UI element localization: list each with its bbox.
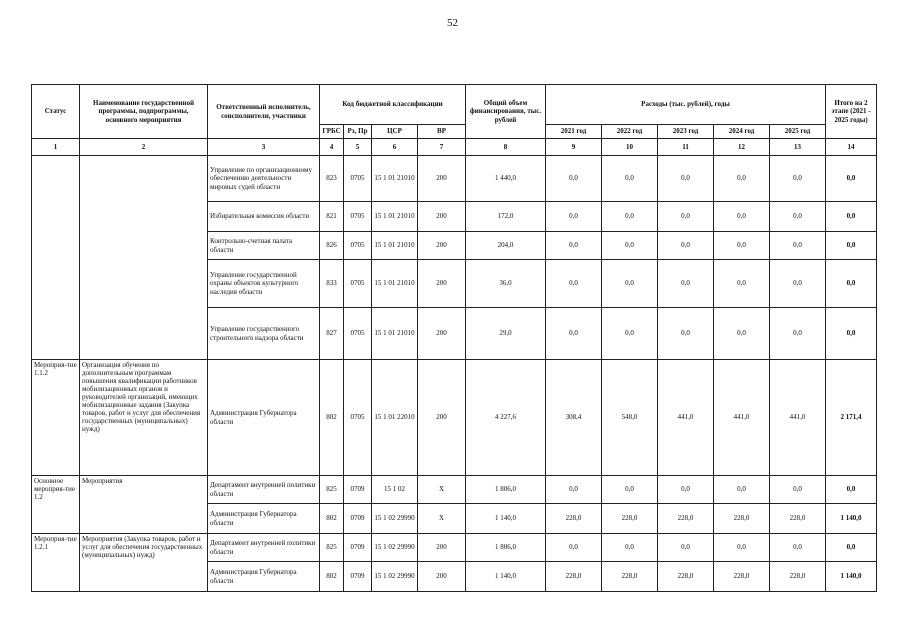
executor-cell: Управление государственной охраны объектов культурного наследия области <box>208 260 320 308</box>
column-number: 4 <box>320 139 344 156</box>
stage-total-cell: 0,0 <box>826 476 877 504</box>
table-row <box>32 476 877 504</box>
rzpr-cell: 0709 <box>344 562 372 592</box>
grbs-cell: 823 <box>320 156 344 202</box>
executor-cell: Управление по организационному обеспечению деятельности мировых судей области <box>208 156 320 202</box>
header-rzpr: Рз, Пр <box>344 125 372 139</box>
year-2023-cell: 0,0 <box>658 202 714 232</box>
year-2025-cell: 0,0 <box>770 476 826 504</box>
header-2024: 2024 год <box>714 125 770 139</box>
stage-total-cell: 0,0 <box>826 156 877 202</box>
csr-cell: 15 1 01 21010 <box>372 232 418 260</box>
year-2021-cell: 0,0 <box>546 232 602 260</box>
year-2023-cell: 0,0 <box>658 476 714 504</box>
year-2023-cell: 228,0 <box>658 504 714 534</box>
column-number: 3 <box>208 139 320 156</box>
header-budget-code: Код бюджетной классификации <box>320 85 466 125</box>
total-cell: 172,0 <box>466 202 546 232</box>
executor-cell: Администрация Губернатора области <box>208 504 320 534</box>
column-number: 2 <box>80 139 208 156</box>
vr-cell: Х <box>418 504 466 534</box>
grbs-cell: 825 <box>320 476 344 504</box>
year-2022-cell: 0,0 <box>602 232 658 260</box>
vr-cell: 200 <box>418 562 466 592</box>
year-2025-cell: 441,0 <box>770 360 826 476</box>
executor-cell: Избирательная комиссия области <box>208 202 320 232</box>
year-2021-cell: 0,0 <box>546 156 602 202</box>
header-stage-total: Итого на 2 этапе (2021 - 2025 годы) <box>826 85 877 139</box>
year-2025-cell: 0,0 <box>770 534 826 562</box>
rzpr-cell: 0709 <box>344 504 372 534</box>
rzpr-cell: 0705 <box>344 360 372 476</box>
stage-total-cell: 0,0 <box>826 202 877 232</box>
total-cell: 29,0 <box>466 308 546 360</box>
total-cell: 1 140,0 <box>466 562 546 592</box>
year-2022-cell: 0,0 <box>602 156 658 202</box>
header-executor: Ответственный исполнитель, соисполнители, участники <box>208 85 320 139</box>
header-2021: 2021 год <box>546 125 602 139</box>
total-cell: 1 806,0 <box>466 476 546 504</box>
column-number: 14 <box>826 139 877 156</box>
year-2023-cell: 0,0 <box>658 156 714 202</box>
stage-total-cell: 1 140,0 <box>826 504 877 534</box>
table-row <box>32 534 877 562</box>
year-2021-cell: 308,4 <box>546 360 602 476</box>
total-cell: 1 806,0 <box>466 534 546 562</box>
year-2021-cell: 0,0 <box>546 308 602 360</box>
column-number: 6 <box>372 139 418 156</box>
year-2022-cell: 0,0 <box>602 476 658 504</box>
csr-cell: 15 1 01 21010 <box>372 202 418 232</box>
column-number: 9 <box>546 139 602 156</box>
stage-total-cell: 0,0 <box>826 260 877 308</box>
program-cell-empty <box>80 156 208 360</box>
executor-cell: Администрация Губернатора области <box>208 562 320 592</box>
stage-total-cell: 0,0 <box>826 308 877 360</box>
program-cell: Организация обучения по дополнительным программам повышения квалификации работников мобилизационных органов и руководителей организаций, имеющих мобилизационные задания (Закупка товаров, работ и услуг для обеспечения государственных (муниципальных) нужд) <box>80 360 208 476</box>
vr-cell: 200 <box>418 202 466 232</box>
vr-cell: 200 <box>418 308 466 360</box>
year-2024-cell: 0,0 <box>714 308 770 360</box>
rzpr-cell: 0705 <box>344 232 372 260</box>
csr-cell: 15 1 01 22010 <box>372 360 418 476</box>
vr-cell: 200 <box>418 260 466 308</box>
csr-cell: 15 1 02 29990 <box>372 534 418 562</box>
status-cell: Мероприя-тие 1.2.1 <box>32 534 80 592</box>
stage-total-cell: 2 171,4 <box>826 360 877 476</box>
page-number: 52 <box>447 17 458 29</box>
year-2022-cell: 0,0 <box>602 202 658 232</box>
total-cell: 36,0 <box>466 260 546 308</box>
executor-cell: Департамент внутренней политики области <box>208 534 320 562</box>
program-cell: Мероприятия <box>80 476 208 534</box>
executor-cell: Контрольно-счетная палата области <box>208 232 320 260</box>
executor-cell: Управление государственного строительного надзора области <box>208 308 320 360</box>
header-status: Статус <box>32 85 80 139</box>
header-grbs: ГРБС <box>320 125 344 139</box>
year-2025-cell: 0,0 <box>770 308 826 360</box>
year-2021-cell: 228,0 <box>546 504 602 534</box>
year-2025-cell: 0,0 <box>770 260 826 308</box>
grbs-cell: 802 <box>320 562 344 592</box>
year-2024-cell: 0,0 <box>714 476 770 504</box>
year-2023-cell: 0,0 <box>658 308 714 360</box>
year-2023-cell: 0,0 <box>658 534 714 562</box>
grbs-cell: 827 <box>320 308 344 360</box>
year-2021-cell: 0,0 <box>546 202 602 232</box>
executor-cell: Администрация Губернатора области <box>208 360 320 476</box>
table-row <box>32 360 877 476</box>
year-2024-cell: 0,0 <box>714 534 770 562</box>
total-cell: 204,0 <box>466 232 546 260</box>
column-number: 13 <box>770 139 826 156</box>
year-2023-cell: 0,0 <box>658 232 714 260</box>
year-2024-cell: 441,0 <box>714 360 770 476</box>
year-2024-cell: 0,0 <box>714 202 770 232</box>
header-2025: 2025 год <box>770 125 826 139</box>
header-2022: 2022 год <box>602 125 658 139</box>
year-2023-cell: 228,0 <box>658 562 714 592</box>
column-number: 7 <box>418 139 466 156</box>
csr-cell: 15 1 02 29990 <box>372 504 418 534</box>
header-expenses: Расходы (тыс. рублей), годы <box>546 85 826 125</box>
column-number: 12 <box>714 139 770 156</box>
year-2025-cell: 0,0 <box>770 202 826 232</box>
year-2022-cell: 548,0 <box>602 360 658 476</box>
header-vr: ВР <box>418 125 466 139</box>
vr-cell: 200 <box>418 232 466 260</box>
year-2021-cell: 0,0 <box>546 534 602 562</box>
year-2022-cell: 228,0 <box>602 504 658 534</box>
csr-cell: 15 1 02 29990 <box>372 562 418 592</box>
total-cell: 4 227,6 <box>466 360 546 476</box>
header-total: Общий объем финансирования, тыс. рублей <box>466 85 546 139</box>
header-row-1 <box>32 85 877 125</box>
year-2023-cell: 441,0 <box>658 360 714 476</box>
year-2022-cell: 228,0 <box>602 562 658 592</box>
year-2024-cell: 0,0 <box>714 260 770 308</box>
stage-total-cell: 1 140,0 <box>826 562 877 592</box>
executor-cell: Департамент внутренней политики области <box>208 476 320 504</box>
year-2025-cell: 228,0 <box>770 504 826 534</box>
grbs-cell: 833 <box>320 260 344 308</box>
grbs-cell: 802 <box>320 360 344 476</box>
grbs-cell: 802 <box>320 504 344 534</box>
status-cell: Основное мероприя-тие 1.2 <box>32 476 80 534</box>
header-program-name: Наименование государственной программы, подпрограммы, основного мероприятия <box>80 85 208 139</box>
year-2021-cell: 228,0 <box>546 562 602 592</box>
year-2025-cell: 0,0 <box>770 156 826 202</box>
grbs-cell: 821 <box>320 202 344 232</box>
rzpr-cell: 0705 <box>344 260 372 308</box>
vr-cell: 200 <box>418 534 466 562</box>
column-numbers-row <box>32 139 877 156</box>
column-number: 5 <box>344 139 372 156</box>
grbs-cell: 825 <box>320 534 344 562</box>
rzpr-cell: 0709 <box>344 534 372 562</box>
year-2025-cell: 0,0 <box>770 232 826 260</box>
budget-table <box>31 84 877 592</box>
program-cell: Мероприятия (Закупка товаров, работ и услуг для обеспечения государственных (муниципальных) нужд) <box>80 534 208 592</box>
column-number: 8 <box>466 139 546 156</box>
vr-cell: 200 <box>418 360 466 476</box>
year-2022-cell: 0,0 <box>602 308 658 360</box>
year-2024-cell: 228,0 <box>714 504 770 534</box>
header-csr: ЦСР <box>372 125 418 139</box>
year-2024-cell: 0,0 <box>714 156 770 202</box>
year-2022-cell: 0,0 <box>602 534 658 562</box>
csr-cell: 15 1 01 21010 <box>372 156 418 202</box>
table-row <box>32 156 877 202</box>
year-2024-cell: 228,0 <box>714 562 770 592</box>
status-cell: Мероприя-тие 1.1.2 <box>32 360 80 476</box>
status-cell-empty <box>32 156 80 360</box>
stage-total-cell: 0,0 <box>826 534 877 562</box>
year-2024-cell: 0,0 <box>714 232 770 260</box>
year-2021-cell: 0,0 <box>546 260 602 308</box>
header-2023: 2023 год <box>658 125 714 139</box>
year-2023-cell: 0,0 <box>658 260 714 308</box>
total-cell: 1 440,0 <box>466 156 546 202</box>
column-number: 1 <box>32 139 80 156</box>
total-cell: 1 140,0 <box>466 504 546 534</box>
csr-cell: 15 1 01 21010 <box>372 260 418 308</box>
rzpr-cell: 0705 <box>344 156 372 202</box>
year-2021-cell: 0,0 <box>546 476 602 504</box>
rzpr-cell: 0705 <box>344 202 372 232</box>
csr-cell: 15 1 01 21010 <box>372 308 418 360</box>
stage-total-cell: 0,0 <box>826 232 877 260</box>
column-number: 11 <box>658 139 714 156</box>
vr-cell: 200 <box>418 156 466 202</box>
vr-cell: Х <box>418 476 466 504</box>
column-number: 10 <box>602 139 658 156</box>
rzpr-cell: 0709 <box>344 476 372 504</box>
grbs-cell: 826 <box>320 232 344 260</box>
year-2022-cell: 0,0 <box>602 260 658 308</box>
csr-cell: 15 1 02 <box>372 476 418 504</box>
year-2025-cell: 228,0 <box>770 562 826 592</box>
rzpr-cell: 0705 <box>344 308 372 360</box>
